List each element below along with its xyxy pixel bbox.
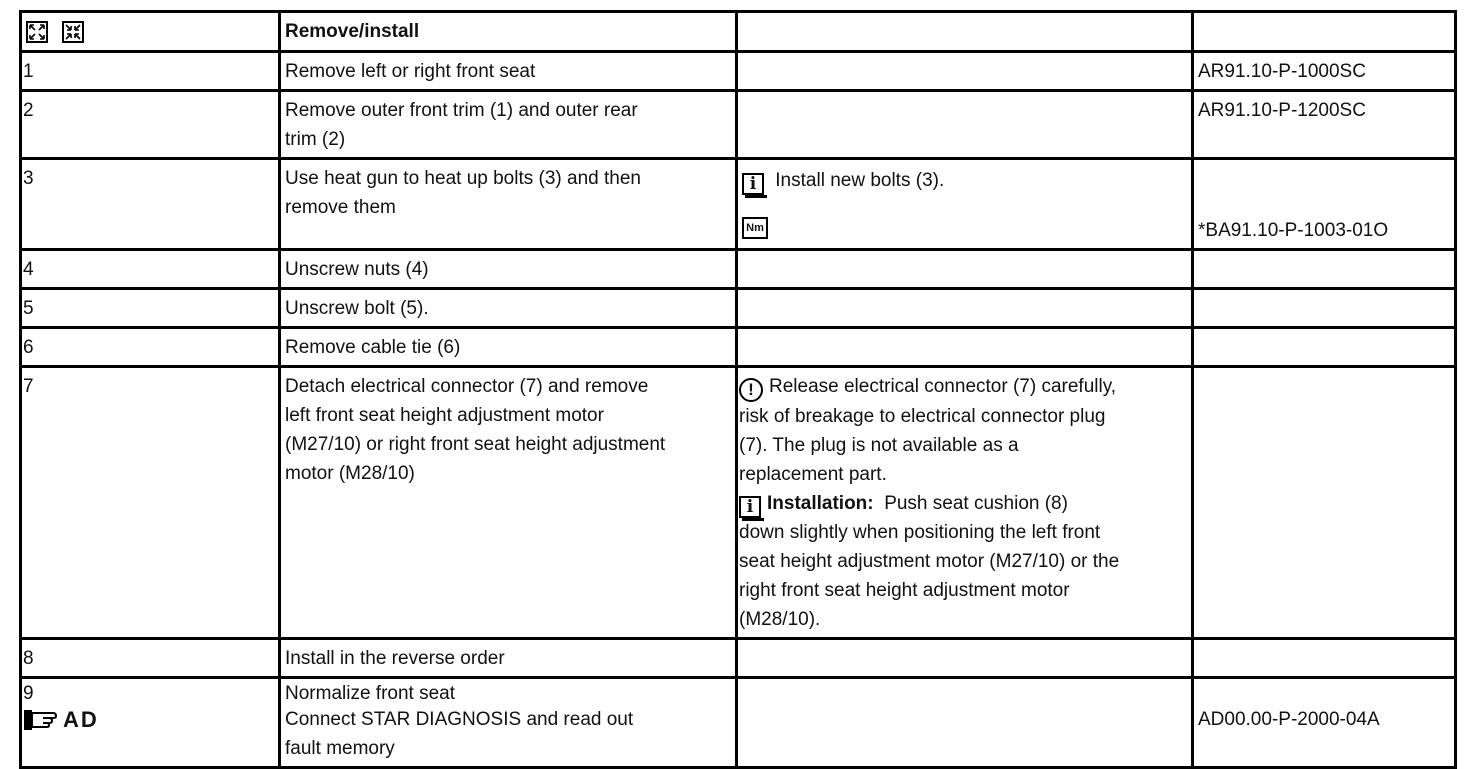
step-reference-cell — [1193, 159, 1456, 250]
step-reference-cell — [1193, 328, 1456, 367]
step-number-cell — [21, 678, 280, 768]
step-action: Install in the reverse order — [280, 639, 737, 678]
step-reference-link[interactable]: AD00.00-P-2000-04A — [1198, 709, 1380, 730]
step-reference-link[interactable]: *BA91.10-P-1003-01O — [1198, 220, 1389, 241]
step-number: 5 — [21, 289, 280, 328]
info-icon: i — [739, 496, 761, 518]
header-empty-cell — [737, 12, 1193, 52]
step-action: Remove left or right front seat — [280, 52, 737, 91]
step-number: 4 — [21, 250, 280, 289]
step-note — [737, 159, 1193, 250]
step-action: Detach electrical connector (7) and remove left front seat height adjustment motor (M27/10) or right front seat height adjustment motor (M28/10) — [280, 367, 737, 639]
step-action: Use heat gun to heat up bolts (3) and then remove them — [280, 159, 737, 250]
table-row — [21, 678, 1456, 768]
table-row — [21, 159, 1456, 250]
step-reference-link[interactable]: AR91.10-P-1000SC — [1193, 52, 1456, 91]
installation-label: Installation: — [767, 493, 874, 514]
header-title: Remove/install — [285, 21, 420, 42]
step-action: Normalize front seat Connect STAR DIAGNOSIS and read out fault memory — [280, 678, 737, 768]
installation-text: Push seat cushion (8) — [884, 493, 1068, 514]
pointing-hand-icon — [23, 709, 59, 731]
step-note — [737, 91, 1193, 159]
procedure-table — [19, 10, 1457, 769]
ad-label: AD — [63, 707, 99, 732]
step-reference-link[interactable]: AR91.10-P-1200SC — [1193, 91, 1456, 159]
table-row — [21, 289, 1456, 328]
step-note — [737, 289, 1193, 328]
header-empty-cell — [1193, 12, 1456, 52]
step-reference-cell — [1193, 250, 1456, 289]
step-reference-cell — [1193, 639, 1456, 678]
step-number: 7 — [21, 367, 280, 639]
step-note — [737, 52, 1193, 91]
step-action: Unscrew nuts (4) — [280, 250, 737, 289]
step-action: Remove cable tie (6) — [280, 328, 737, 367]
step-number: 8 — [21, 639, 280, 678]
step-number: 1 — [21, 52, 280, 91]
warning-icon: ! — [739, 378, 763, 402]
step-note: ! Release electrical connector (7) carefully, risk of breakage to electrical connector plug (7). The plug is not available as a replacement part. i Installation: Push seat cushion (8) down slightly when positioning the left front seat height adjustment motor (M27/10) or the right front seat height adjustment motor (M28/10). — [737, 367, 1193, 639]
note-text: Install new bolts (3). — [775, 170, 945, 191]
step-number: 2 — [21, 91, 280, 159]
table-row — [21, 639, 1456, 678]
step-note — [737, 250, 1193, 289]
step-number: 9 — [23, 683, 34, 704]
info-icon: i — [742, 173, 764, 195]
table-row — [21, 328, 1456, 367]
step-note — [737, 639, 1193, 678]
table-row — [21, 52, 1456, 91]
step-action: Remove outer front trim (1) and outer rear trim (2) — [280, 91, 737, 159]
header-icons-cell — [21, 12, 280, 52]
expand-all-icon[interactable] — [26, 21, 48, 43]
step-reference-cell — [1193, 289, 1456, 328]
table-row — [21, 91, 1456, 159]
collapse-all-icon[interactable] — [62, 21, 84, 43]
step-note — [737, 328, 1193, 367]
step-action: Unscrew bolt (5). — [280, 289, 737, 328]
header-title-cell — [280, 12, 737, 52]
ad-diagnosis-mark[interactable] — [23, 705, 99, 734]
table-row — [21, 250, 1456, 289]
table-row — [21, 367, 1456, 639]
step-note — [737, 678, 1193, 768]
step-number: 3 — [21, 159, 280, 250]
torque-icon[interactable]: Nm — [742, 217, 768, 239]
step-number: 6 — [21, 328, 280, 367]
warning-text: Release electrical connector (7) carefully, — [769, 376, 1117, 397]
step-reference-cell — [1193, 367, 1456, 639]
step-reference-cell — [1193, 678, 1456, 768]
header-row — [21, 12, 1456, 52]
